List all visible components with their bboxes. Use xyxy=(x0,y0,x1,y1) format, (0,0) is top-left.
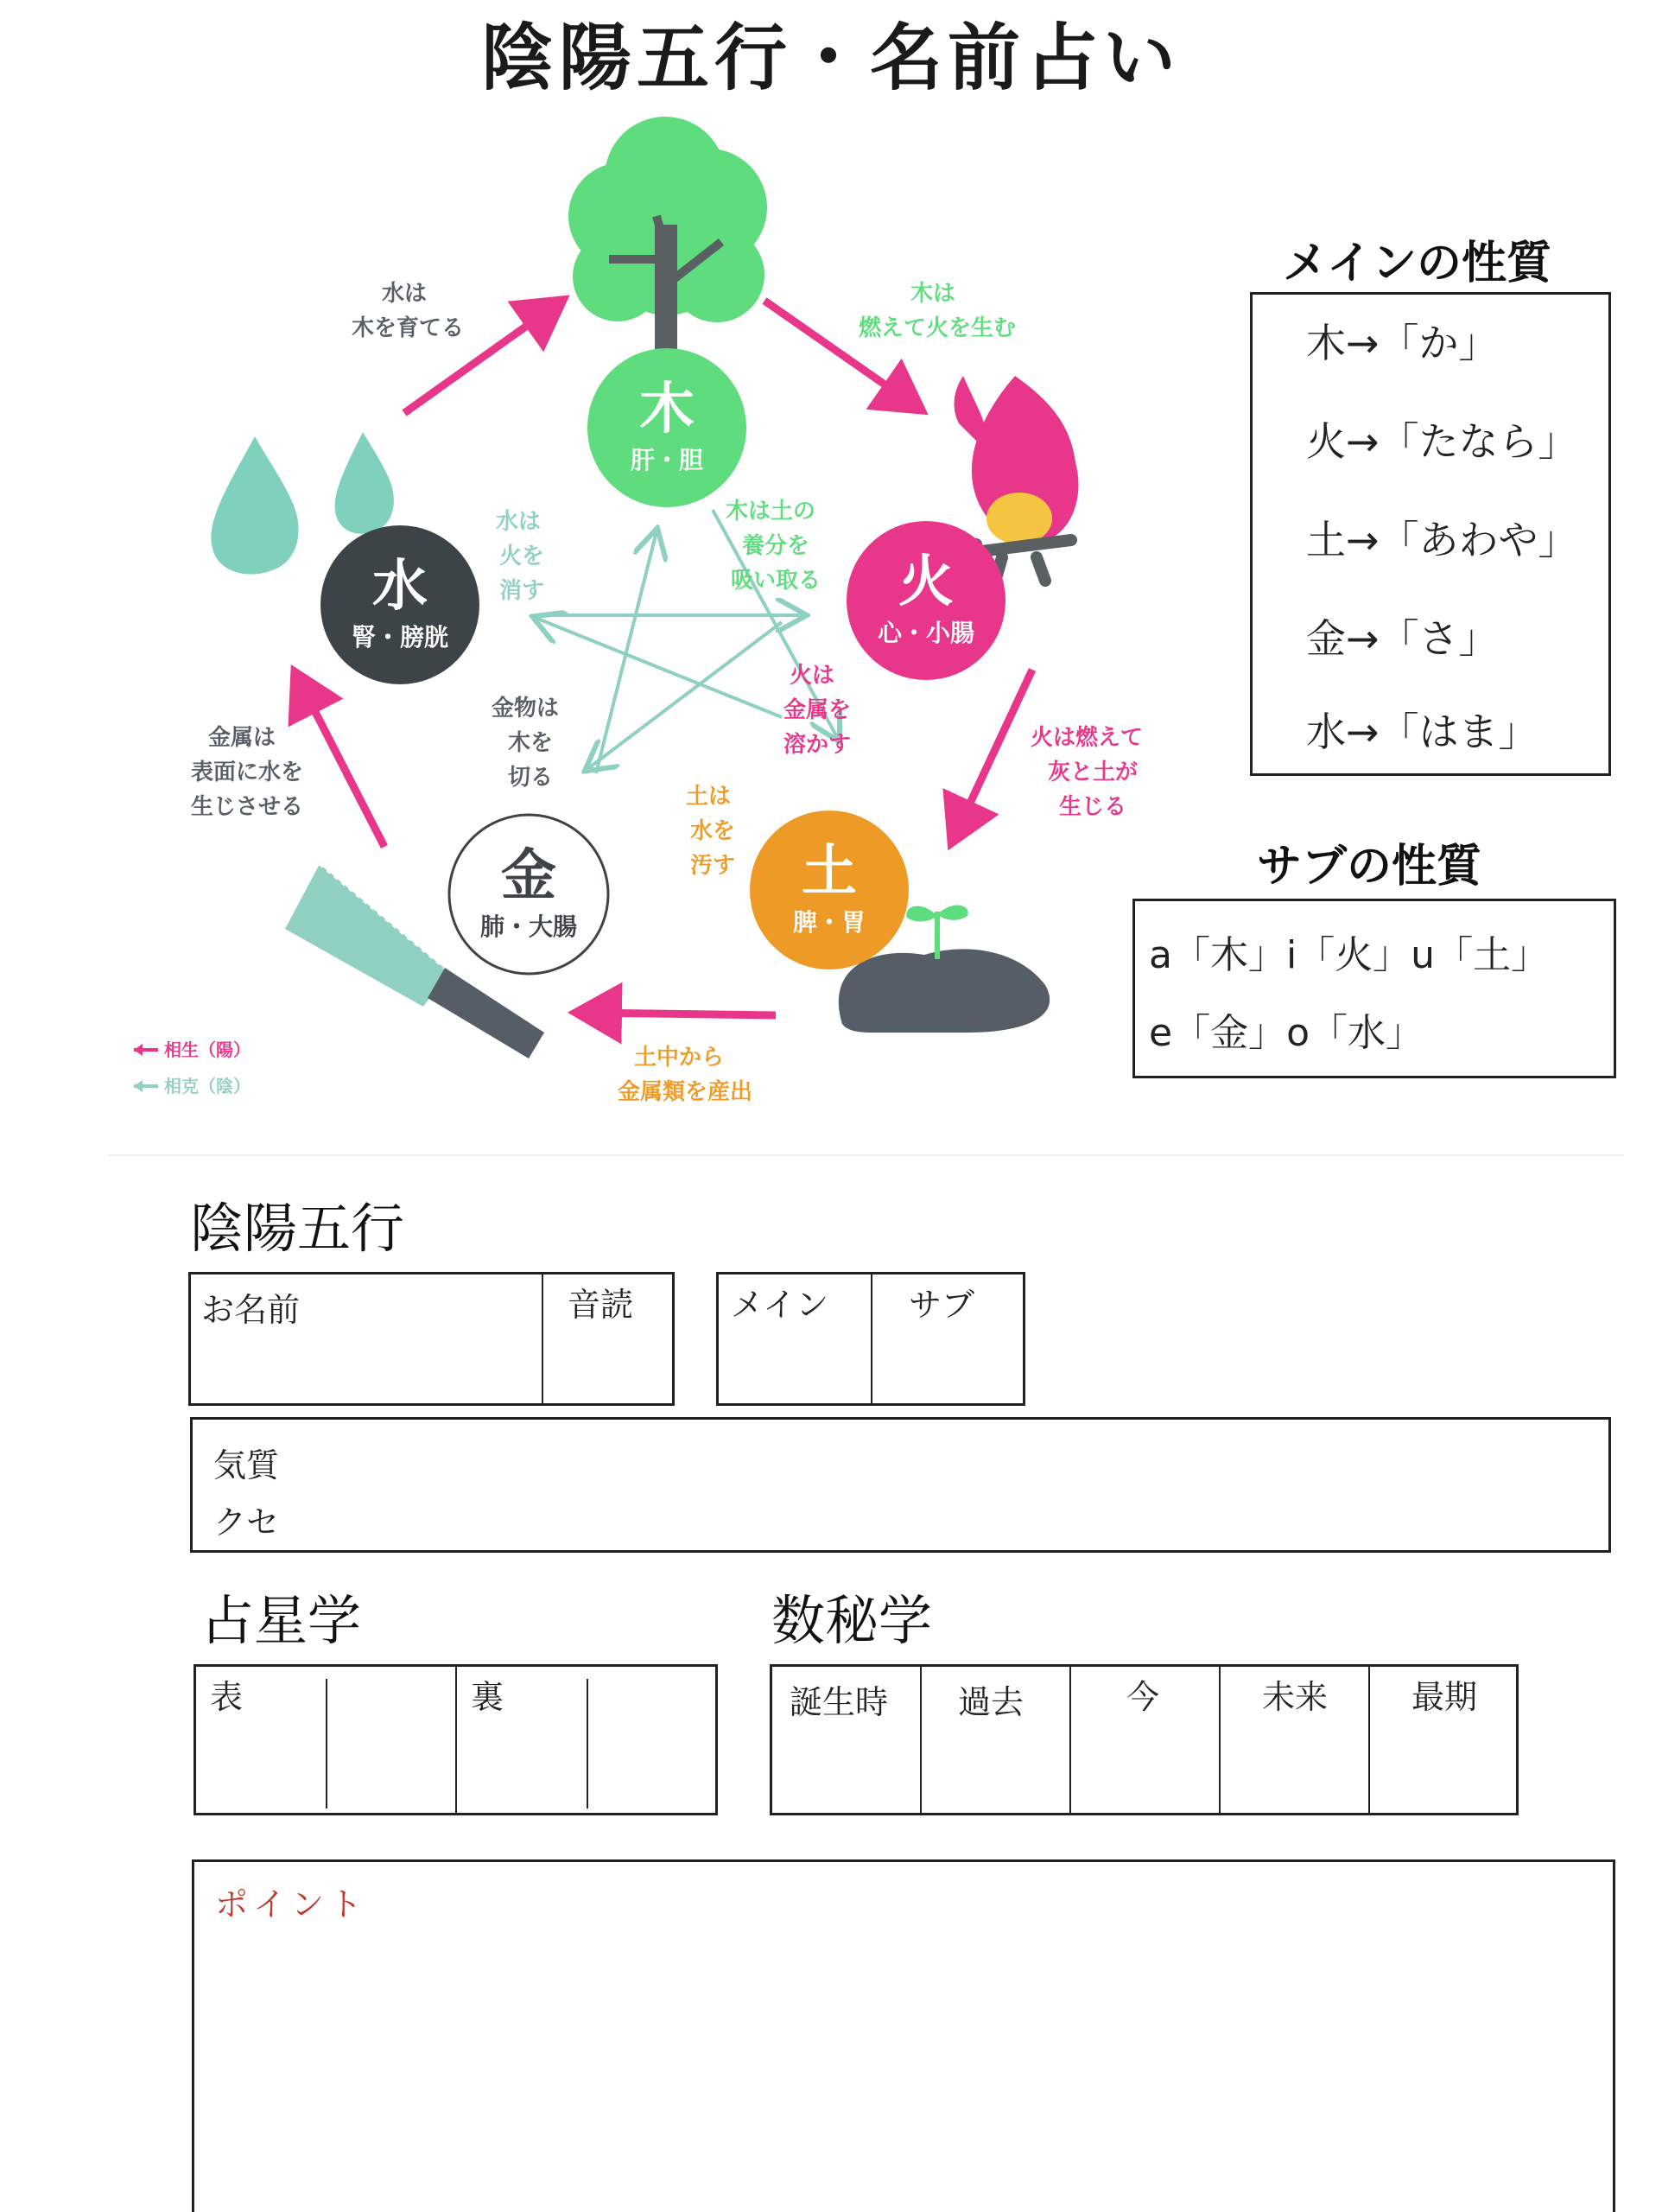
control-arrow-earth-water xyxy=(536,618,782,717)
point-label: ポイント xyxy=(215,1885,368,1923)
main-nature-line: 水→「はま」 xyxy=(1306,709,1538,755)
ctrl-label-metal-wood: 金物は木を切る xyxy=(491,696,560,791)
sub-nature-box xyxy=(1132,899,1616,1078)
numerology-col-label: 未来 xyxy=(1262,1678,1329,1716)
name-cell[interactable] xyxy=(191,1274,543,1403)
astro-back-label: 裏 xyxy=(471,1678,504,1716)
element-wood-name: 木 xyxy=(639,378,695,442)
generate-arrow-earth-metal xyxy=(583,1013,776,1015)
element-fire-name: 火 xyxy=(898,550,954,614)
main-nature-box xyxy=(1250,292,1611,776)
control-arrow-metal-wood xyxy=(596,531,657,773)
generate-arrow-fire-earth xyxy=(955,670,1032,836)
ctrl-label-wood-earth: 木は土の養分を吸い取る xyxy=(725,499,821,594)
numerology-cell-past[interactable] xyxy=(922,1667,1071,1813)
numerology-col-label: 最期 xyxy=(1411,1678,1478,1716)
gen-label-earth-metal: 土中から金属類を産出 xyxy=(617,1045,753,1105)
numerology-col-label: 今 xyxy=(1126,1678,1160,1716)
numerology-cell-now[interactable] xyxy=(1071,1667,1221,1813)
main-nature-line: 金→「さ」 xyxy=(1306,615,1499,662)
point-box[interactable] xyxy=(192,1859,1615,2212)
element-water-organs: 腎・膀胱 xyxy=(351,623,449,652)
sub-nature-line: a「木」i「火」u「土」 xyxy=(1149,933,1550,977)
numerology-cell-future[interactable] xyxy=(1221,1667,1370,1813)
element-wood xyxy=(587,348,746,507)
reading-cell[interactable] xyxy=(543,1274,672,1403)
ctrl-label-water-fire: 水は火を消す xyxy=(495,509,545,604)
page-title: 陰陽五行・名前占い xyxy=(480,16,1181,100)
legend-generating: 相生（陽） xyxy=(164,1039,251,1060)
ctrl-label-earth-water: 土は水を汚す xyxy=(685,784,736,879)
main-nature-heading: メインの性質 xyxy=(1283,238,1551,289)
numerology-col-label: 過去 xyxy=(958,1683,1024,1721)
gen-label-water-wood: 水は木を育てる xyxy=(351,281,465,341)
astro-front-divider xyxy=(326,1679,327,1808)
element-wood-organs: 肝・胆 xyxy=(630,446,704,474)
name-reading-box xyxy=(188,1272,675,1406)
numerology-col-label: 誕生時 xyxy=(790,1683,889,1721)
gen-label-fire-earth: 火は燃えて灰と土が生じる xyxy=(1030,725,1144,820)
element-water xyxy=(320,525,479,684)
main-nature-line: 木→「か」 xyxy=(1306,320,1499,366)
main-sub-box xyxy=(716,1272,1025,1406)
element-metal xyxy=(449,815,608,974)
gen-label-wood-fire: 木は燃えて火を生む xyxy=(858,281,1017,341)
divider xyxy=(108,1154,1624,1156)
numerology-cell-end[interactable] xyxy=(1370,1667,1516,1813)
temperament-label: 気質 xyxy=(213,1446,280,1484)
element-fire xyxy=(847,521,1005,680)
tree-icon xyxy=(568,117,767,380)
section-title-numerology: 数秘学 xyxy=(771,1589,933,1652)
element-fire-organs: 心・小腸 xyxy=(877,619,975,647)
habit-label: クセ xyxy=(213,1503,280,1541)
temperament-box[interactable] xyxy=(190,1417,1611,1553)
gen-label-metal-water: 金属は表面に水を生じさせる xyxy=(190,725,304,820)
sub-label: サブ xyxy=(909,1286,975,1324)
numerology-box xyxy=(770,1664,1519,1815)
element-water-name: 水 xyxy=(372,555,428,619)
astro-front-cell[interactable] xyxy=(196,1667,457,1813)
numerology-cell-birth[interactable] xyxy=(772,1667,922,1813)
element-earth xyxy=(750,810,909,969)
astro-back-divider xyxy=(587,1679,588,1808)
element-earth-organs: 脾・胃 xyxy=(792,908,866,937)
section-title-astrology: 占星学 xyxy=(200,1589,362,1652)
astro-front-label: 表 xyxy=(210,1678,244,1716)
element-metal-organs: 肺・大腸 xyxy=(479,912,578,941)
ctrl-label-fire-metal: 火は金属を溶かす xyxy=(783,663,852,758)
element-earth-name: 土 xyxy=(802,840,857,904)
generate-arrow-metal-water xyxy=(298,678,384,847)
name-label: お名前 xyxy=(201,1291,301,1329)
main-nature-line: 土→「あわや」 xyxy=(1306,517,1578,563)
reading-label: 音読 xyxy=(568,1286,634,1324)
main-nature-line: 火→「たなら」 xyxy=(1306,418,1578,465)
legend xyxy=(134,1039,251,1096)
legend-controlling: 相克（陰） xyxy=(164,1076,251,1096)
sub-nature-heading: サブの性質 xyxy=(1257,841,1482,893)
sub-nature-line: e「金」o「水」 xyxy=(1149,1011,1424,1055)
element-metal-name: 金 xyxy=(501,844,556,908)
astro-back-cell[interactable] xyxy=(457,1667,715,1813)
main-label: メイン xyxy=(731,1286,829,1324)
main-cell[interactable] xyxy=(719,1274,872,1403)
sub-cell[interactable] xyxy=(872,1274,1023,1403)
astrology-box xyxy=(193,1664,718,1815)
section-title-onmyo: 陰陽五行 xyxy=(190,1197,405,1260)
